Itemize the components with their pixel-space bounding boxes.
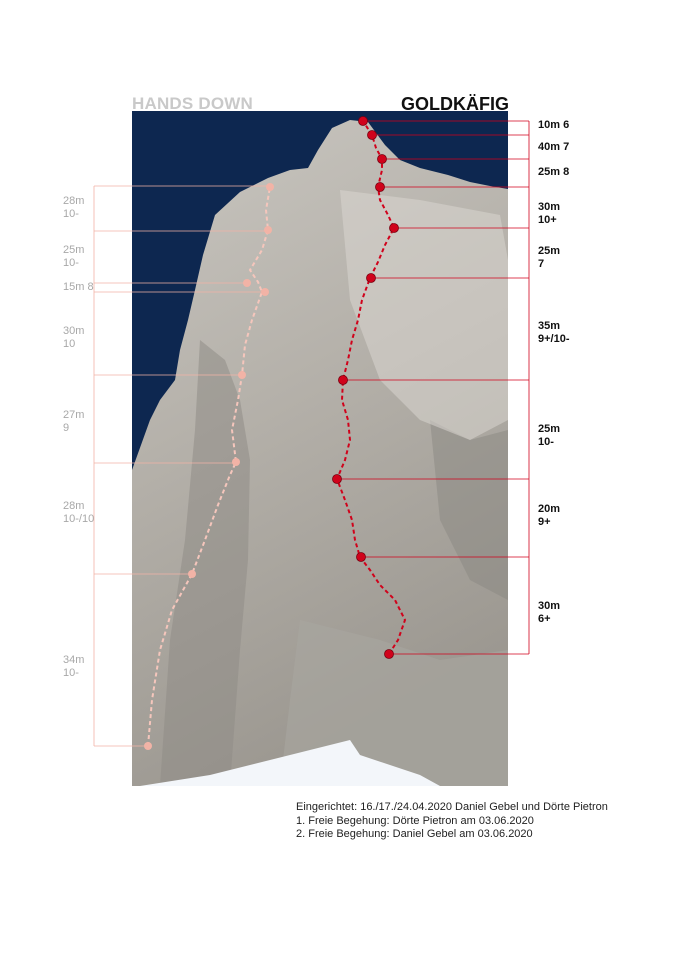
right-pitch-label: 30m 10+ bbox=[538, 201, 561, 226]
left-belay-dot bbox=[188, 570, 196, 578]
credits-line: Eingerichtet: 16./17./24.04.2020 Daniel Gebel und Dörte Pietron bbox=[296, 801, 608, 813]
left-pitch-label: 28m 10-/10 bbox=[63, 500, 95, 525]
left-belay-dot bbox=[144, 742, 152, 750]
left-pitch-label: 27m 9 bbox=[63, 409, 85, 434]
right-belay-dot bbox=[367, 274, 376, 283]
credits-line: 1. Freie Begehung: Dörte Pietron am 03.06.2020 bbox=[296, 814, 534, 827]
right-belay-dot bbox=[368, 131, 377, 140]
right-belay-dot bbox=[378, 155, 387, 164]
left-belay-dot bbox=[238, 371, 246, 379]
left-pitch-label: 34m 10- bbox=[63, 654, 85, 679]
left-pitch-label: 30m 10 bbox=[63, 325, 85, 350]
right-pitch-label: 25m 7 bbox=[538, 245, 561, 270]
right-pitch-label: 25m 8 bbox=[538, 166, 570, 178]
left-pitch-label: 15m 8 bbox=[63, 281, 94, 293]
right-belay-dot bbox=[376, 183, 385, 192]
left-belay-dot bbox=[243, 279, 251, 287]
left-belay-dot bbox=[264, 226, 272, 234]
right-belay-dot bbox=[359, 117, 368, 126]
right-belay-dot bbox=[390, 224, 399, 233]
left-route-title: HANDS DOWN bbox=[132, 94, 253, 113]
credits-line: 2. Freie Begehung: Daniel Gebel am 03.06.2020 bbox=[296, 828, 533, 840]
photo bbox=[132, 111, 508, 786]
right-pitch-label: 35m 9+/10- bbox=[538, 320, 570, 345]
left-belay-dot bbox=[266, 183, 274, 191]
right-belay-dot bbox=[339, 376, 348, 385]
right-route-title: GOLDKÄFIG bbox=[401, 94, 509, 114]
left-belay-dot bbox=[261, 288, 269, 296]
right-belay-dot bbox=[385, 650, 394, 659]
left-pitch-label: 28m 10- bbox=[63, 195, 85, 220]
left-pitch-label: 25m 10- bbox=[63, 244, 85, 269]
right-pitch-label: 40m 7 bbox=[538, 141, 570, 153]
right-belay-dot bbox=[333, 475, 342, 484]
right-pitch-label: 20m 9+ bbox=[538, 503, 561, 528]
right-pitch-label: 25m 10- bbox=[538, 423, 561, 448]
right-pitch-label: 10m 6 bbox=[538, 119, 570, 131]
right-belay-dot bbox=[357, 553, 366, 562]
credits bbox=[296, 801, 608, 842]
left-belay-dot bbox=[232, 458, 240, 466]
right-pitch-label: 30m 6+ bbox=[538, 600, 561, 625]
